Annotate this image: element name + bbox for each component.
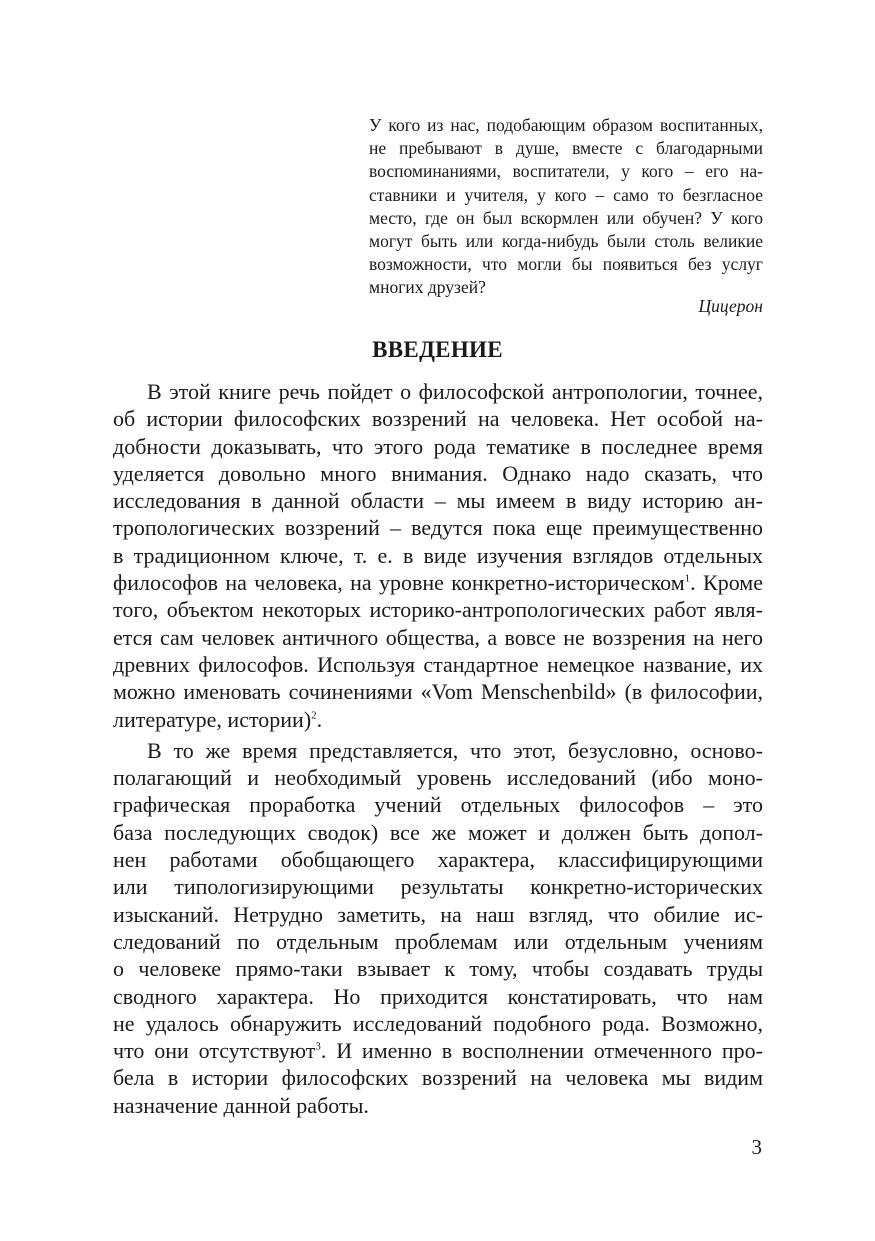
- text-line: древних философов. Используя стандартное немецкое название, их: [113, 651, 763, 677]
- page-number: 3: [751, 1135, 762, 1159]
- text-line: следований по отдельным проблемам или отдельным учениям: [113, 928, 763, 954]
- epigraph-line: воспоминаниями, воспитатели, у кого – его на-: [369, 161, 763, 182]
- text-line: добности доказывать, что этого рода тематике в последнее время: [113, 433, 763, 459]
- text-line: полагающий и необходимый уровень исследований (ибо моно-: [113, 765, 763, 791]
- text-line: можно именовать сочинениями «Vom Menschenbild» (в философии,: [113, 679, 763, 705]
- text-line: или типологизирующими результаты конкретно-исторических: [113, 874, 763, 900]
- text-line: тропологических воззрений – ведутся пока еще преимущественно: [113, 515, 763, 541]
- epigraph-author: Цицерон: [698, 296, 763, 316]
- epigraph-line: многих друзей?: [369, 277, 486, 298]
- text-line: [113, 569, 763, 596]
- text-fragment: . Кроме: [690, 570, 763, 596]
- text-line: графическая проработка учений отдельных философов – это: [113, 792, 763, 818]
- footnote-ref-2[interactable]: 2: [311, 709, 317, 722]
- epigraph-line: возможности, что могли бы появиться без услуг: [369, 254, 763, 275]
- epigraph-line: У кого из нас, подобающим образом воспитанных,: [369, 115, 763, 135]
- text-line: исследования в данной области – мы имеем в виду историю ан-: [113, 488, 763, 514]
- text-line: о человеке прямо-таки взывает к тому, чтобы создавать труды: [113, 956, 763, 982]
- text-line: уделяется довольно много внимания. Однако надо сказать, что: [113, 460, 763, 486]
- epigraph-line: не пребывают в душе, вместе с благодарными: [369, 138, 763, 159]
- text-line: ется сам человек античного общества, а вовсе не воззрения на него: [113, 624, 763, 650]
- epigraph-line: ставники и учителя, у кого – само то безгласное: [369, 184, 763, 205]
- text-line: нен работами обобщающего характера, классифицирующими: [113, 847, 763, 873]
- epigraph-line: место, где он был вскормлен или обучен? У кого: [369, 207, 763, 228]
- text-line: не удалось обнаружить исследований подобного рода. Возможно,: [113, 1010, 763, 1036]
- text-fragment: философов на человека, на уровне конкретно-историческом: [113, 570, 685, 596]
- text-line: изысканий. Нетрудно заметить, на наш взгляд, что обилие ис-: [113, 901, 763, 927]
- text-line: база последующих сводок) все же может и должен быть допол-: [113, 819, 763, 845]
- text-fragment: .: [316, 706, 323, 732]
- text-fragment: что они отсутствуют: [113, 1038, 316, 1064]
- text-line: в традиционном ключе, т. е. в виде изучения взглядов отдельных: [113, 542, 763, 568]
- text-line: назначение данной работы.: [113, 1092, 369, 1118]
- text-fragment: литературе, истории): [113, 706, 312, 732]
- footnote-ref-1[interactable]: 1: [684, 572, 691, 585]
- text-fragment: . И именно в восполнении отмеченного про-: [320, 1038, 763, 1064]
- body-text: [113, 378, 763, 1119]
- footnote-ref-3[interactable]: 3: [315, 1040, 321, 1053]
- text-line: об истории философских воззрений на человека. Нет особой на-: [113, 406, 763, 432]
- text-line: [113, 706, 763, 733]
- epigraph: [369, 114, 763, 300]
- text-line: В этой книге речь пойдет о философской антропологии, точнее,: [147, 379, 763, 404]
- text-line: сводного характера. Но приходится констатировать, что нам: [113, 983, 763, 1009]
- epigraph-line: могут быть или когда-нибудь были столь великие: [369, 231, 763, 252]
- text-line: бела в истории философских воззрений на человека мы видим: [113, 1065, 763, 1091]
- text-line: В то же время представляется, что этот, безусловно, осново-: [147, 737, 763, 763]
- text-line: того, объектом некоторых историко-антропологических работ явля-: [113, 597, 763, 623]
- chapter-heading: ВВЕДЕНИЕ: [372, 337, 503, 362]
- text-line: [113, 1037, 763, 1064]
